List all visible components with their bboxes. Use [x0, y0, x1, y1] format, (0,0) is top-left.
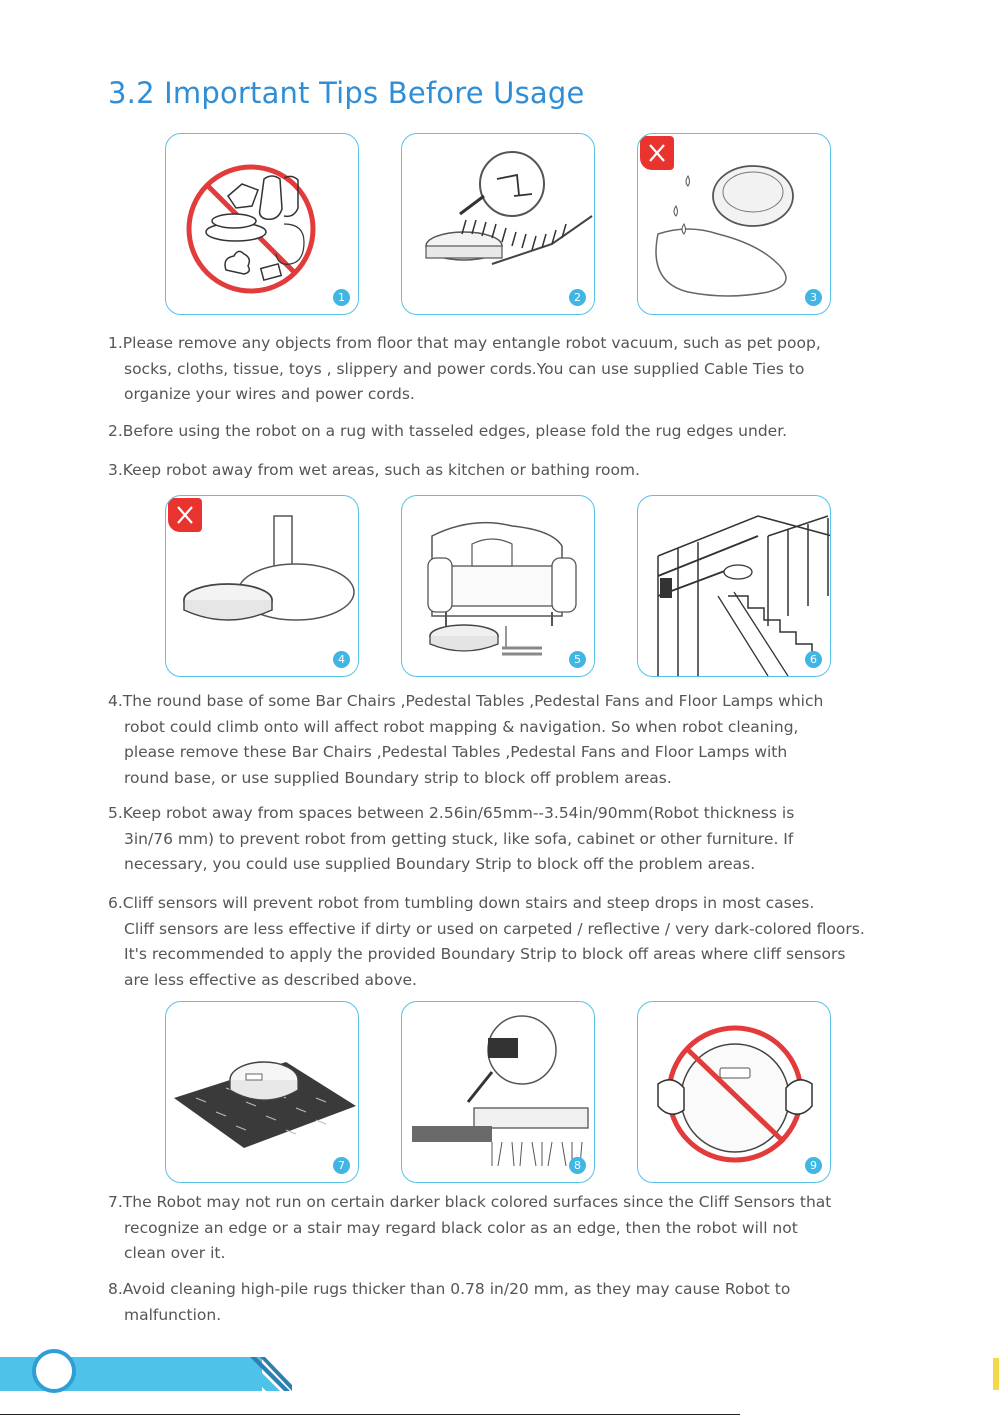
tip-card-7 — [165, 1001, 359, 1183]
tip-card-5 — [401, 495, 595, 677]
tip-card-1 — [165, 133, 359, 315]
card-number: 1 — [333, 289, 350, 306]
card-number: 6 — [805, 651, 822, 668]
card-number: 7 — [333, 1157, 350, 1174]
tip-card-6 — [637, 495, 831, 677]
tip-7: 7.The Robot may not run on certain darker black colored surfaces since the Cliff Sensors that recognize an edge or a stair may regard black color as an edge, then the robot will not clean over it. — [108, 1193, 832, 1262]
card-number: 5 — [569, 651, 586, 668]
do-not-lift-icon — [638, 1002, 831, 1183]
footer-stripes — [232, 1357, 292, 1391]
tip-1: 1.Please remove any objects from floor that may entangle robot vacuum, such as pet poop, socks, cloths, tissue, toys , slippery and power cords.You can use supplied Cable Ties to organize your wires and power cords. — [108, 334, 821, 403]
tip-card-9 — [637, 1001, 831, 1183]
footer-divider — [0, 1414, 740, 1415]
card-number: 4 — [333, 651, 350, 668]
right-edge-mark — [993, 1358, 999, 1390]
dark-carpet-icon — [166, 1002, 359, 1183]
card-number: 2 — [569, 289, 586, 306]
page-number-circle — [32, 1349, 76, 1393]
tip-2: 2.Before using the robot on a rug with tasseled edges, please fold the rug edges under. — [108, 422, 788, 440]
high-pile-rug-icon — [402, 1002, 595, 1183]
tip-card-4 — [165, 495, 359, 677]
tip-card-2 — [401, 133, 595, 315]
stairs-icon — [638, 496, 831, 677]
rug-tassel-icon — [402, 134, 595, 315]
card-number: 3 — [805, 289, 822, 306]
sofa-gap-icon — [402, 496, 595, 677]
tip-8: 8.Avoid cleaning high-pile rugs thicker than 0.78 in/20 mm, as they may cause Robot to malfunction. — [108, 1280, 791, 1324]
card-number: 9 — [805, 1157, 822, 1174]
pedestal-base-icon — [166, 496, 359, 677]
tip-4: 4.The round base of some Bar Chairs ,Pedestal Tables ,Pedestal Fans and Floor Lamps which robot could climb onto will affect robot mapping & navigation. So when robot cleaning, please remove these Bar Chairs ,Pedestal Tables ,Pedestal Fans and Floor Lamps with round base, or use supplied Boundary strip to block off problem areas. — [108, 692, 824, 787]
wet-area-icon — [638, 134, 831, 315]
tip-card-3 — [637, 133, 831, 315]
tip-5: 5.Keep robot away from spaces between 2.56in/65mm--3.54in/90mm(Robot thickness is 3in/76 mm) to prevent robot from getting stuck, like sofa, cabinet or other furniture. If necessary, you could use supplied Boundary Strip to block off the problem areas. — [108, 804, 795, 873]
page-title: 3.2 Important Tips Before Usage — [108, 76, 585, 110]
tip-3: 3.Keep robot away from wet areas, such as kitchen or bathing room. — [108, 461, 640, 479]
tip-card-8 — [401, 1001, 595, 1183]
no-objects-icon — [166, 134, 359, 315]
tip-6: 6.Cliff sensors will prevent robot from tumbling down stairs and steep drops in most cases. Cliff sensors are less effective if dirty or used on carpeted / reflective / very dark-colored floors. It's recommended to apply the provided Boundary Strip to block off areas where cliff sensors are less effective as described above. — [108, 894, 865, 989]
card-number: 8 — [569, 1157, 586, 1174]
